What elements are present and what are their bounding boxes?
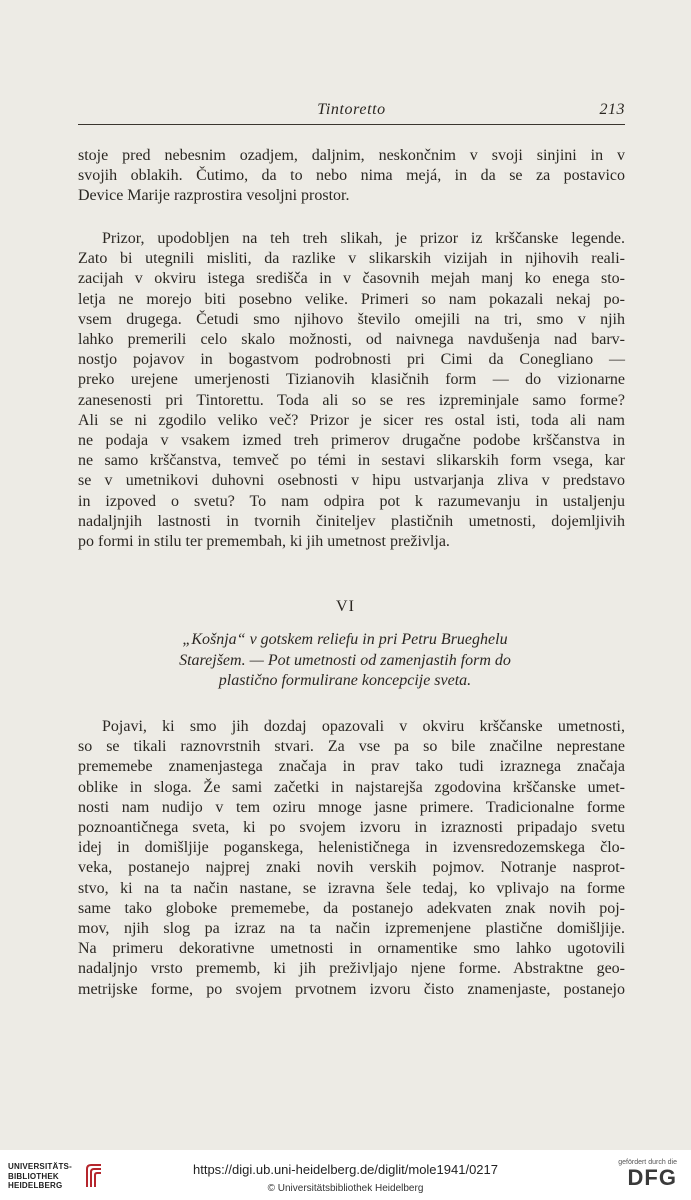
text-line: se v umetnikovi duhovni osebnosti v hipu ustvarjanja zliva v predstavo: [78, 472, 625, 490]
running-head: [78, 101, 625, 121]
text-line: svojih oblakih. Čutimo, da to nebo nima mejá, in da se za postavico: [78, 167, 625, 185]
text-line: mov, njih slog pa izraz na ta način izpremenjene plastične domišljije.: [78, 920, 625, 938]
permalink-url[interactable]: https://digi.ub.uni-heidelberg.de/diglit/mole1941/0217: [193, 1162, 498, 1177]
viewer-footer: [0, 1150, 691, 1200]
text-line: prememebe znamenjastega značaja in prav tako tudi izraznega značaja: [78, 758, 625, 776]
paragraph-2: [78, 229, 625, 552]
running-title: Tintoretto: [317, 101, 386, 118]
dfg-caption: gefördert durch die: [618, 1159, 677, 1166]
text-line: Pojavi, ki smo jih dozdaj opazovali v okviru krščanske umetnosti,: [102, 718, 625, 735]
header-rule: [78, 124, 625, 125]
text-line: nadaljnjo vrsto prememb, ki jih preživljajo njene forme. Abstraktne geo-: [78, 960, 625, 978]
text-line: metrijske forme, po svojem prvotnem izvoru čisto znamenjaste, postanejo: [78, 980, 625, 998]
text-line: stvo, ki na ta način nastane, se izravna šele tedaj, ko vplivajo na forme: [78, 879, 625, 897]
text-line: Device Marije razprostira vesoljni prostor.: [78, 187, 350, 205]
text-line: veka, postanejo najprej znaki novih verskih pojmov. Notranje nasprot-: [78, 859, 625, 877]
text-line: same tako globoke prememebe, da postanejo adekvaten znak novih poj-: [78, 899, 625, 917]
text-line: oblike in sloga. Že sami začetki in najstarejša zgodovina krščanske umet-: [78, 778, 625, 796]
text-line: Zato bi utegnili misliti, da razlike v slikarskih vizijah in njihovih reali-: [78, 250, 625, 268]
text-line: vsem drugega. Četudi smo njihovo število omejili na tri, smo v njih: [78, 310, 625, 328]
paragraph-1: [78, 146, 625, 207]
section-number: VI: [336, 598, 355, 615]
section-title: [110, 630, 580, 692]
text-line: preko urejene umerjenosti Tizianovih klasičnih form — do vizionarne: [78, 371, 625, 389]
copyright-notice: © Universitätsbibliothek Heidelberg: [267, 1183, 424, 1194]
dfg-wordmark: DFG: [627, 1165, 677, 1190]
dfg-logo[interactable]: [611, 1159, 677, 1193]
text-line: Prizor, upodobljen na teh treh slikah, je prizor iz krščanske legende.: [102, 230, 625, 247]
text-line: nostjo pojavov in bogastvom podrobnosti pri Cimi da Conegliano —: [78, 351, 625, 369]
text-line: ne samo krščanstva, temveč po témi in sestavi slikarskih form vsega, kar: [78, 452, 625, 470]
text-line: po formi in stilu ter premembah, ki jih umetnost preživlja.: [78, 533, 450, 551]
text-line: lahko premerili celo skalo možnosti, od naivnega navdušenja nad barv-: [78, 331, 625, 349]
section-title-line: plastično formulirane koncepcije sveta.: [218, 672, 472, 689]
text-line: Ali se ni zgodilo veliko več? Prizor je sicer res ostal isti, toda ali nam: [78, 411, 625, 429]
paragraph-3: [78, 717, 625, 1000]
page-number: 213: [599, 101, 625, 118]
library-name: UNIVERSITÄTS- BIBLIOTHEK HEIDELBERG: [8, 1162, 72, 1191]
text-line: idej in domišljije poganskega, helenističnega in izvensredozemskega člo-: [78, 839, 625, 857]
text-line: stoje pred nebesnim ozadjem, daljnim, neskončnim v svoji sinjini in v: [78, 147, 625, 164]
text-line: nosti nam nudijo v tem oziru mnoge jasne primere. Tradicionalne forme: [78, 798, 625, 816]
text-line: zanesenosti pri Tintorettu. Toda ali so se res izpreminjale samo forme?: [78, 391, 625, 409]
text-line: Na primeru dekorativne umetnosti in ornamentike smo lahko ugotovili: [78, 940, 625, 958]
text-line: in izpoved o svetu? To nam odpira pot k razumevanju in ustaljenju: [78, 492, 625, 510]
section-title-line: „Košnja“ v gotskem reliefu in pri Petru Brueghelu: [182, 631, 508, 648]
text-line: nadaljnjih lastnosti in tvornih činiteljev plastičnih umetnosti, dojemljivih: [78, 512, 625, 530]
text-line: letja ne morejo biti posebno velike. Primeri so nam pokazali nekaj po-: [78, 290, 625, 308]
text-line: poznoantičnega sveta, ki po svojem izvoru in izraznosti pripadajo svetu: [78, 819, 625, 837]
text-line: zacijah v okviru istega središča in v časovnih mejah manj ko enega sto-: [78, 270, 625, 288]
section-title-line: Starejšem. — Pot umetnosti od zamenjastih form do: [179, 651, 511, 669]
text-line: so se tikali raznovrstnih stvari. Za vse pa so bile značilne neprestane: [78, 738, 625, 756]
text-line: ne podaja v vsakem izmed treh primerov drugačne podobe krščanstva in: [78, 432, 625, 450]
